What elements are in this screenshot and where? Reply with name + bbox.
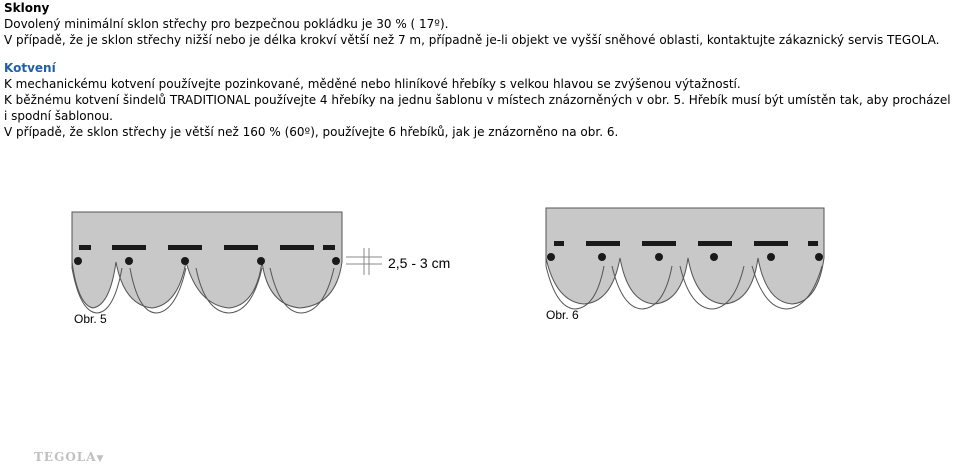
fig5-nail-dash — [323, 245, 335, 250]
anchoring-text-1: K mechanickému kotvení používejte pozinkované, měděné nebo hliníkové hřebíky s velkou hlavou se zvýšenou výtažností. — [4, 77, 741, 91]
anchoring-text-3: i spodní šablonou. — [4, 109, 113, 123]
anchoring-text-4: V případě, že sklon střechy je větší než 160 % (60º), používejte 6 hřebíků, jak je znázorněno na obr. 6. — [4, 125, 619, 139]
fig6-nail-icon — [598, 253, 606, 261]
fig6-nail-icon — [547, 253, 555, 261]
fig6-nail-dash — [754, 241, 788, 246]
slope-text-1: Dovolený minimální sklon střechy pro bezpečnou pokládku je 30 % ( 17º). — [4, 17, 449, 31]
logo-text: TEGOLA — [34, 450, 97, 464]
slope-heading: Sklony — [4, 1, 50, 15]
fig5-nail-icon — [181, 257, 189, 265]
figure-6-caption: Obr. 6 — [546, 308, 579, 322]
fig5-nail-dash — [224, 245, 258, 250]
fig6-nail-dash — [554, 241, 564, 246]
figure-5-caption: Obr. 5 — [74, 312, 107, 326]
fig6-nail-dash — [808, 241, 818, 246]
logo-mark-icon: ▼ — [96, 454, 105, 464]
anchoring-heading: Kotvení — [4, 61, 56, 75]
fig6-nail-icon — [767, 253, 775, 261]
fig5-nail-icon — [257, 257, 265, 265]
dimension-label: 2,5 - 3 cm — [388, 255, 451, 271]
fig6-shingle-shape — [546, 208, 824, 304]
fig6-nail-dash — [642, 241, 676, 246]
anchoring-text-2: K běžnému kotvení šindelů TRADITIONAL používejte 4 hřebíky na jednu šablonu v místech znázorněných v obr. 5. Hřebík musí být umístěn tak, aby procházel — [4, 93, 951, 107]
fig5-nail-icon — [125, 257, 133, 265]
fig6-nail-icon — [710, 253, 718, 261]
fig5-nail-icon — [74, 257, 82, 265]
fig6-nail-icon — [815, 253, 823, 261]
fig5-nail-dash — [79, 245, 91, 250]
fig5-shingle-shape — [72, 212, 342, 308]
fig5-nail-dash — [280, 245, 314, 250]
fig5-nail-icon — [332, 257, 340, 265]
slope-text-2: V případě, že je sklon střechy nižší nebo je délka krokví větší než 7 m, případně je-li objekt ve vyšší sněhové oblasti, kontaktujte zákaznický servis TEGOLA. — [4, 33, 940, 47]
tegola-logo — [34, 450, 104, 464]
fig5-nail-dash — [168, 245, 202, 250]
fig6-nail-icon — [655, 253, 663, 261]
fig6-nail-dash — [586, 241, 620, 246]
fig6-nail-dash — [698, 241, 732, 246]
fig5-nail-dash — [112, 245, 146, 250]
